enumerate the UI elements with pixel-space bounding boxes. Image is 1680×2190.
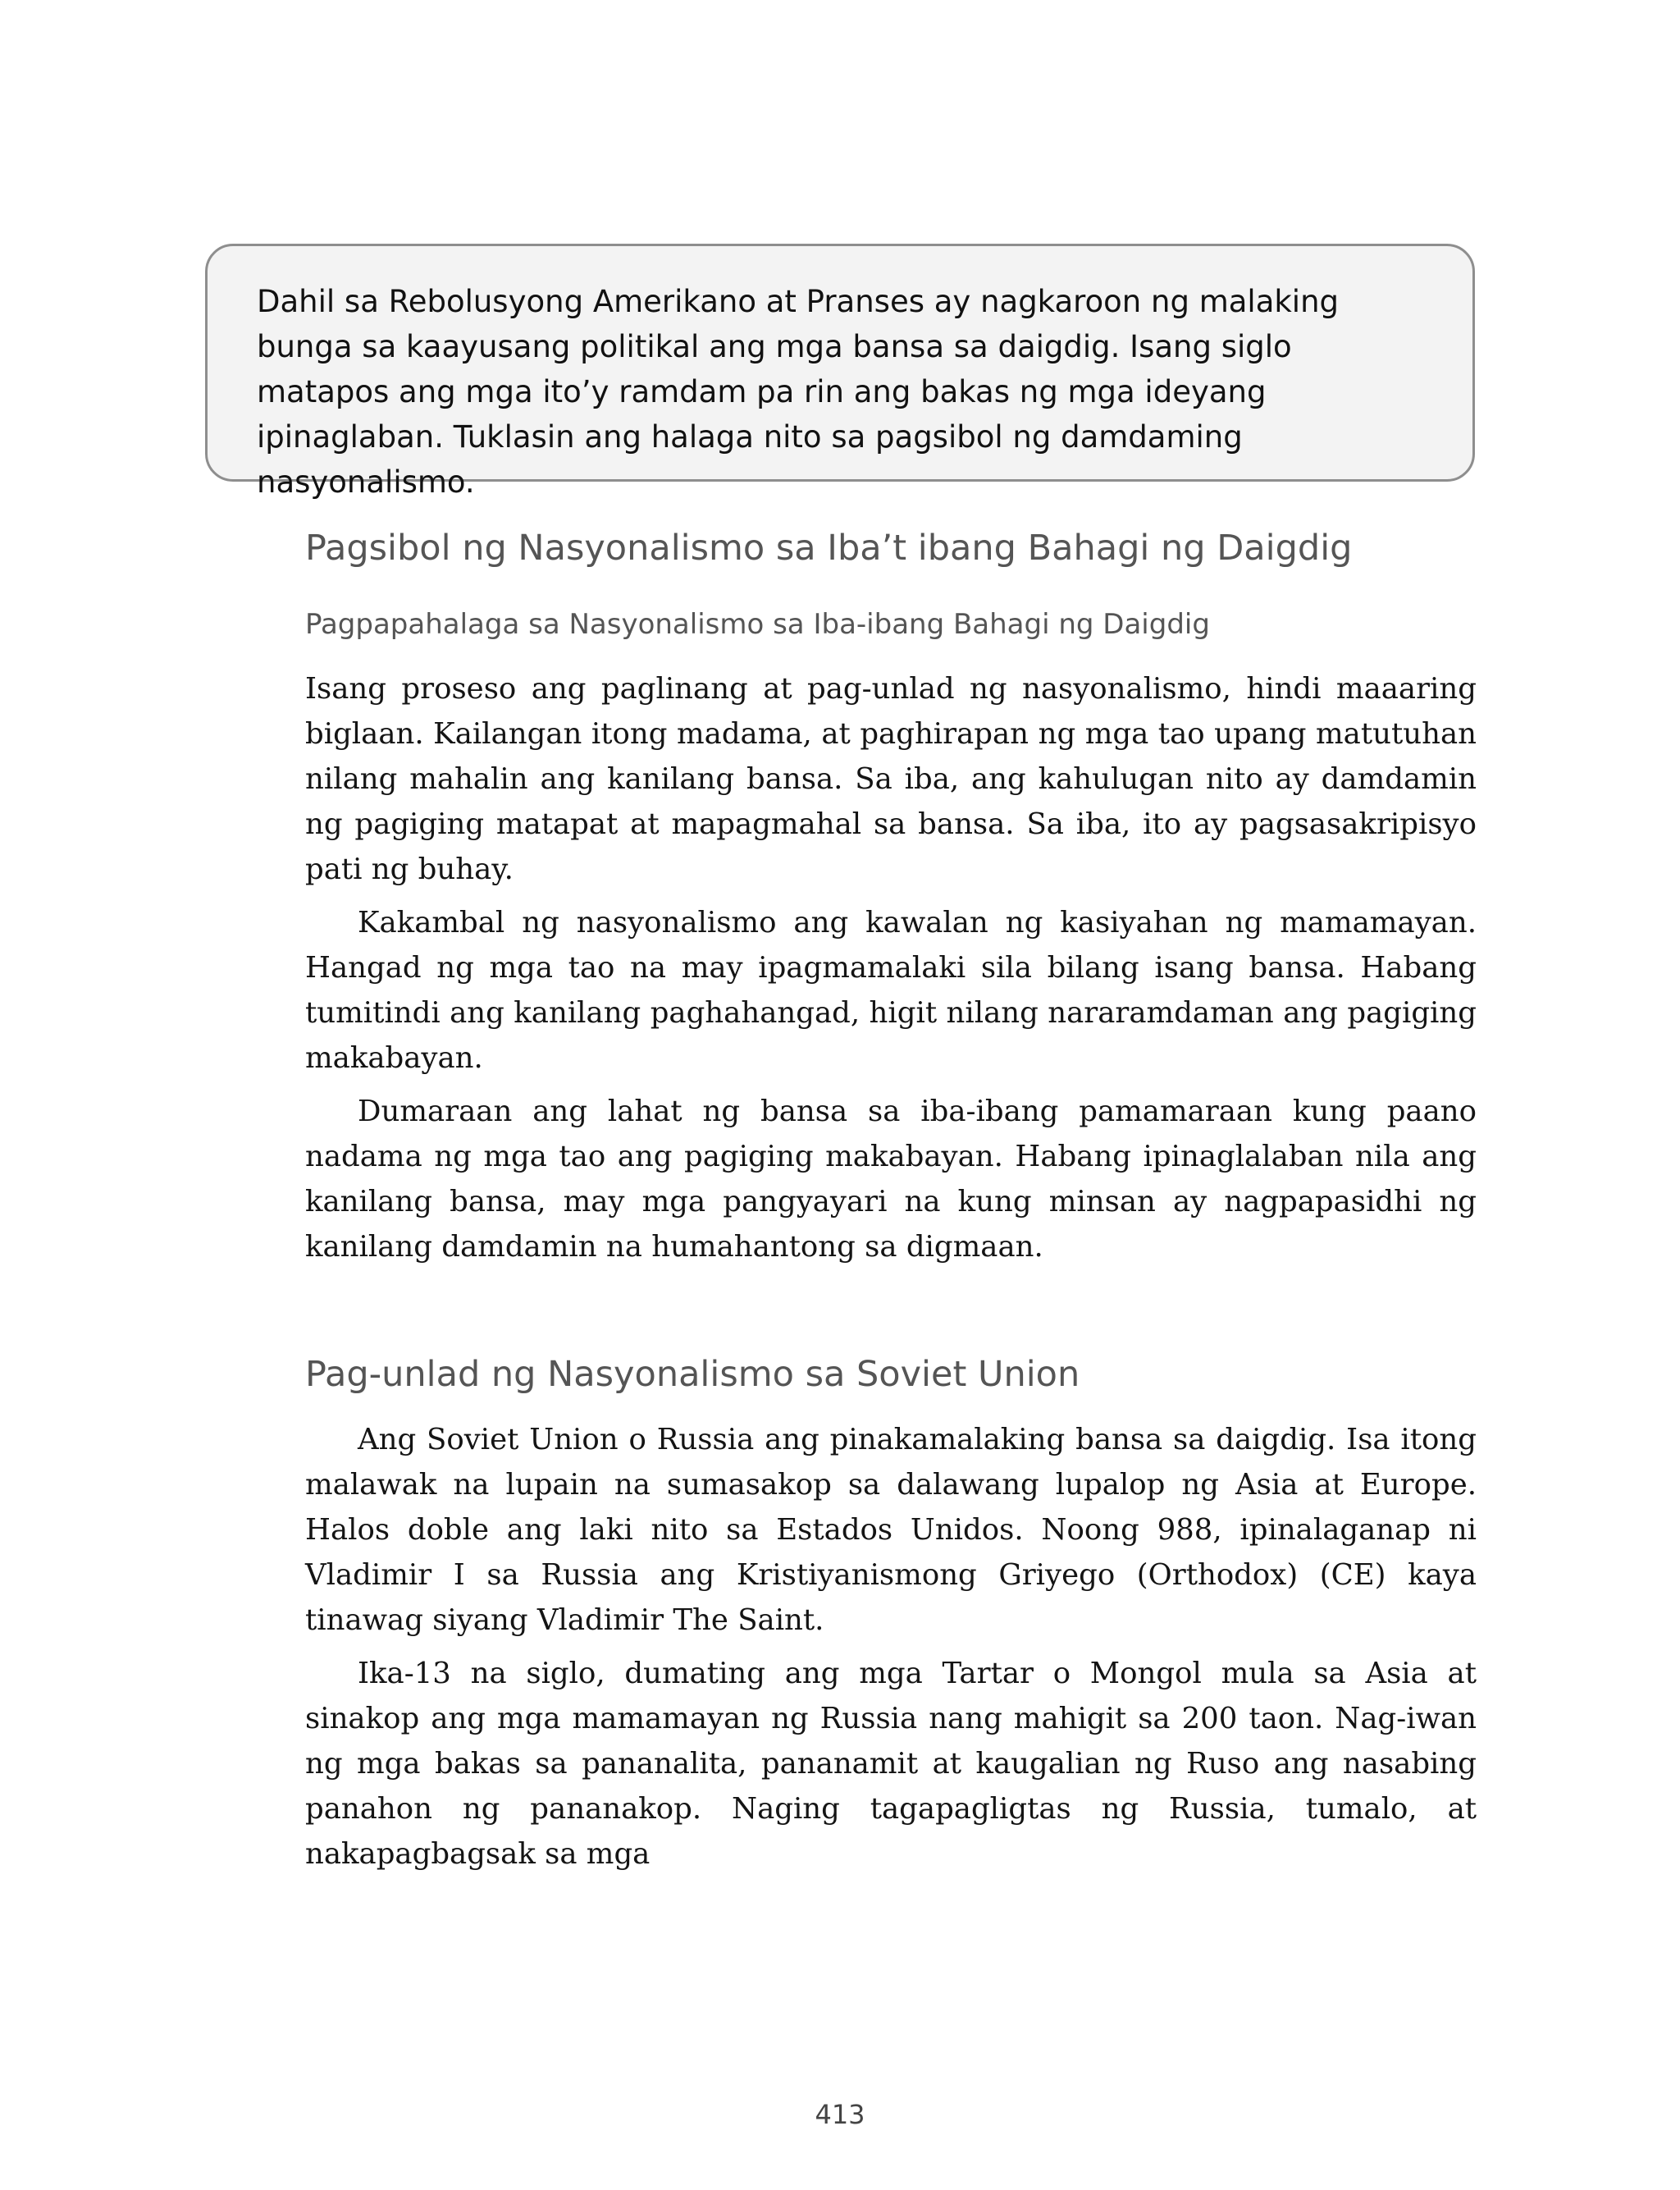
body-paragraph: Ika-13 na siglo, dumating ang mga Tartar o Mongol mula sa Asia at sinakop ang mga mamamayan ng Russia nang mahigit sa 200 taon. Nag-iwan ng mga bakas sa pananalita, pananamit at kaugalian ng Ruso ang nasabing panahon ng pananakop. Naging tagapagligtas ng Russia, tumalo, at nakapagbagsak sa mga bbox=[305, 1657, 1477, 1871]
section-heading-soviet-union: Pag-unlad ng Nasyonalismo sa Soviet Union bbox=[305, 1354, 1080, 1395]
section-subheading-pagpapahalaga: Pagpapahalaga sa Nasyonalismo sa Iba-ibang Bahagi ng Daigdig bbox=[305, 608, 1210, 641]
body-paragraph: Isang proseso ang paglinang at pag-unlad ng nasyonalismo, hindi maaaring biglaan. Kailangan itong madama, at paghirapan ng mga tao upang matutuhan nilang mahalin ang kanilang bansa. Sa iba, ang kahulugan nito ay damdamin ng pagiging matapat at mapagmahal sa bansa. Sa iba, ito ay pagsasakripisyo pati ng buhay. bbox=[305, 672, 1477, 886]
body-paragraph: Ang Soviet Union o Russia ang pinakamalaking bansa sa daigdig. Isa itong malawak na lupain na sumasakop sa dalawang lupalop ng Asia at Europe. Halos doble ang laki nito sa Estados Unidos. Noong 988, ipinalaganap ni Vladimir I sa Russia ang Kristiyanismong Griyego (Orthodox) (CE) kaya tinawag siyang Vladimir The Saint. bbox=[305, 1423, 1477, 1637]
intro-text: Dahil sa Rebolusyong Amerikano at Pranses ay nagkaroon ng malaking bunga sa kaayusang politikal ang mga bansa sa daigdig. Isang siglo matapos ang mga ito’y ramdam pa rin ang bakas ng mga ideyang ipinaglaban. Tuklasin ang halaga nito sa pagsibol ng damdaming nasyonalismo. bbox=[257, 284, 1340, 500]
main-content bbox=[305, 525, 1477, 1877]
body-paragraph: Dumaraan ang lahat ng bansa sa iba-ibang pamamaraan kung paano nadama ng mga tao ang pagiging makabayan. Habang ipinaglalaban nila ang kanilang bansa, may mga pangyayari na kung minsan ay nagpapasidhi ng kanilang damdamin na humahantong sa digmaan. bbox=[305, 1095, 1477, 1264]
body-paragraph: Kakambal ng nasyonalismo ang kawalan ng kasiyahan ng mamamayan. Hangad ng mga tao na may ipagmamalaki sila bilang isang bansa. Habang tumitindi ang kanilang paghahangad, higit nilang nararamdaman ang pagiging makabayan. bbox=[305, 906, 1477, 1075]
section-heading-pagsibol: Pagsibol ng Nasyonalismo sa Iba’t ibang Bahagi ng Daigdig bbox=[305, 528, 1353, 569]
page-number: 413 bbox=[815, 2099, 865, 2130]
intro-callout-box bbox=[205, 244, 1475, 500]
